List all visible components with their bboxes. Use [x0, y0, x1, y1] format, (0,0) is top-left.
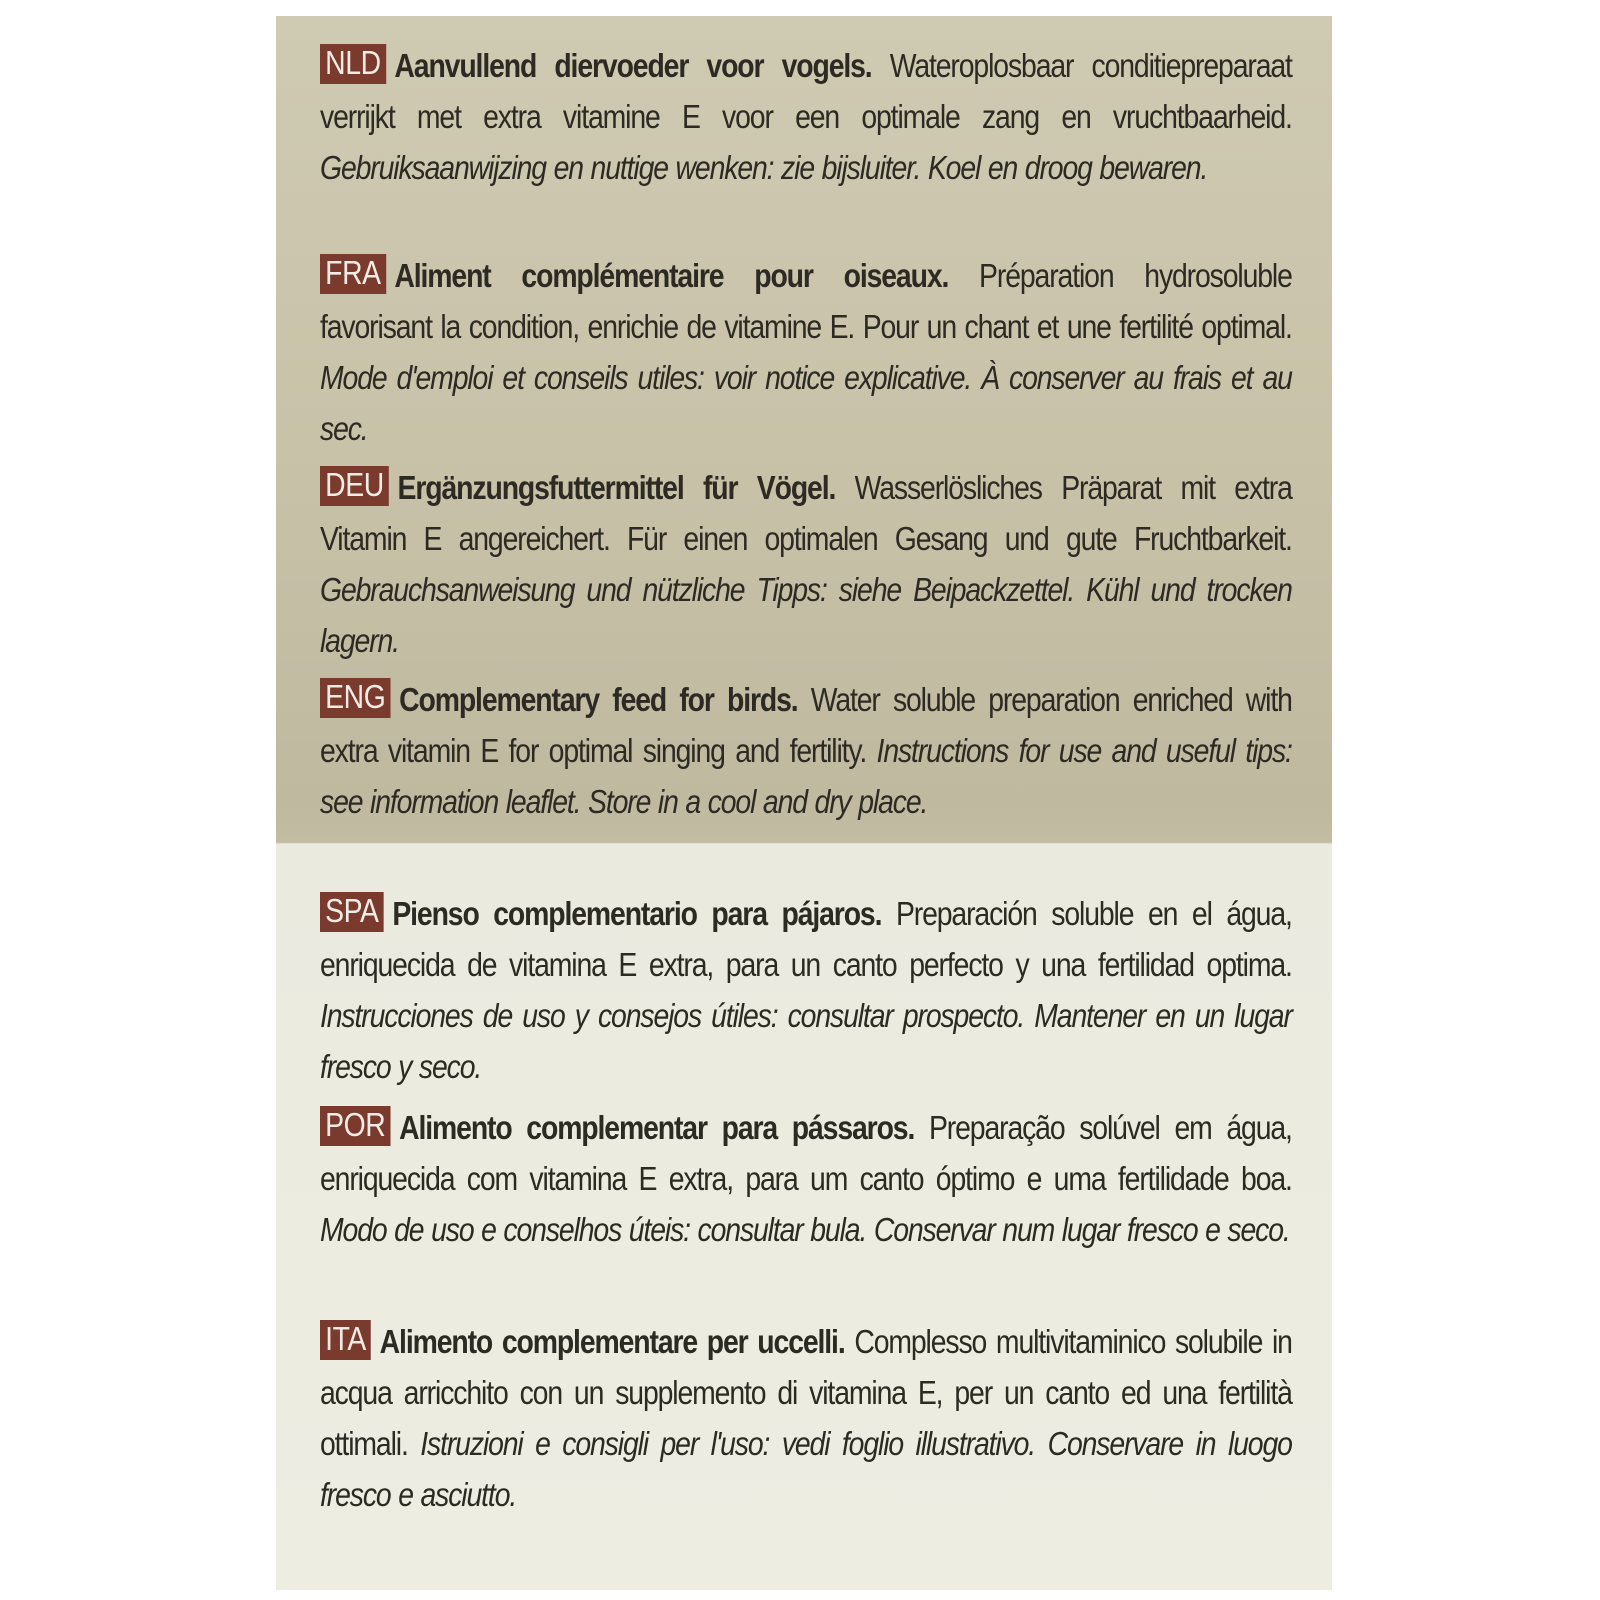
- section-spa: [320, 888, 1292, 1092]
- section-lead: Alimento complementare per uccelli.: [379, 1323, 845, 1360]
- section-fra: [320, 250, 1292, 454]
- section-body: Wateroplosbaar conditiepreparaat verrijkt met extra vitamine E voor een optimale zang en vruchtbaarheid.: [320, 47, 1292, 135]
- section-body: Wasserlösliches Präparat mit extra Vitamin E angereichert. Für einen optimalen Gesang und gute Fruchtbarkeit.: [320, 469, 1292, 557]
- section-lead: Complementary feed for birds.: [399, 681, 798, 718]
- section-ita: [320, 1316, 1292, 1520]
- section-note: Gebrauchsanweisung und nützliche Tipps: siehe Beipackzettel. Kühl und trocken lagern.: [320, 571, 1292, 659]
- language-code-badge: SPA: [320, 892, 384, 932]
- section-nld: [320, 40, 1292, 193]
- section-note: Instrucciones de uso y consejos útiles: consultar prospecto. Mantener en un lugar fresco y seco.: [320, 997, 1292, 1085]
- language-code-badge: DEU: [320, 466, 389, 506]
- section-por: [320, 1102, 1292, 1255]
- section-lead: Alimento complementar para pássaros.: [399, 1109, 915, 1146]
- section-lead: Ergänzungsfuttermittel für Vögel.: [397, 469, 836, 506]
- section-lead: Pienso complementario para pájaros.: [392, 895, 882, 932]
- section-eng: [320, 674, 1292, 827]
- section-note: Istruzioni e consigli per l'uso: vedi foglio illustrativo. Conservare in luogo fresco e asciutto.: [320, 1425, 1292, 1513]
- language-code-badge: ITA: [320, 1320, 371, 1360]
- language-code-badge: FRA: [320, 254, 386, 294]
- language-code-badge: ENG: [320, 678, 391, 718]
- section-lead: Aliment complémentaire pour oiseaux.: [394, 257, 949, 294]
- section-body: Preparación soluble en el água, enriquecida de vitamina E extra, para un canto perfecto y una fertilidad optima.: [320, 895, 1292, 983]
- section-body: Water soluble preparation enriched with extra vitamin E for optimal singing and fertility.: [320, 681, 1292, 769]
- section-note: Instructions for use and useful tips: see information leaflet. Store in a cool and dry place.: [320, 732, 1292, 820]
- section-body: Préparation hydrosoluble favorisant la condition, enrichie de vitamine E. Pour un chant et une fertilité optimal.: [320, 257, 1292, 345]
- section-note: Gebruiksaanwijzing en nuttige wenken: zie bijsluiter. Koel en droog bewaren.: [320, 149, 1208, 186]
- section-note: Modo de uso e conselhos úteis: consultar bula. Conservar num lugar fresco e seco.: [320, 1211, 1290, 1248]
- language-code-badge: NLD: [320, 44, 386, 84]
- product-label: [276, 16, 1332, 1590]
- section-deu: [320, 462, 1292, 666]
- language-code-badge: POR: [320, 1106, 391, 1146]
- section-lead: Aanvullend diervoeder voor vogels.: [394, 47, 872, 84]
- section-note: Mode d'emploi et conseils utiles: voir notice explicative. À conserver au frais et au sec.: [320, 359, 1292, 447]
- section-body: Complesso multivitaminico solubile in acqua arricchito con un supplemento di vitamina E, per un canto ed una fertilità ottimali.: [320, 1323, 1292, 1462]
- section-body: Preparação solúvel em água, enriquecida com vitamina E extra, para um canto óptimo e uma fertilidade boa.: [320, 1109, 1292, 1197]
